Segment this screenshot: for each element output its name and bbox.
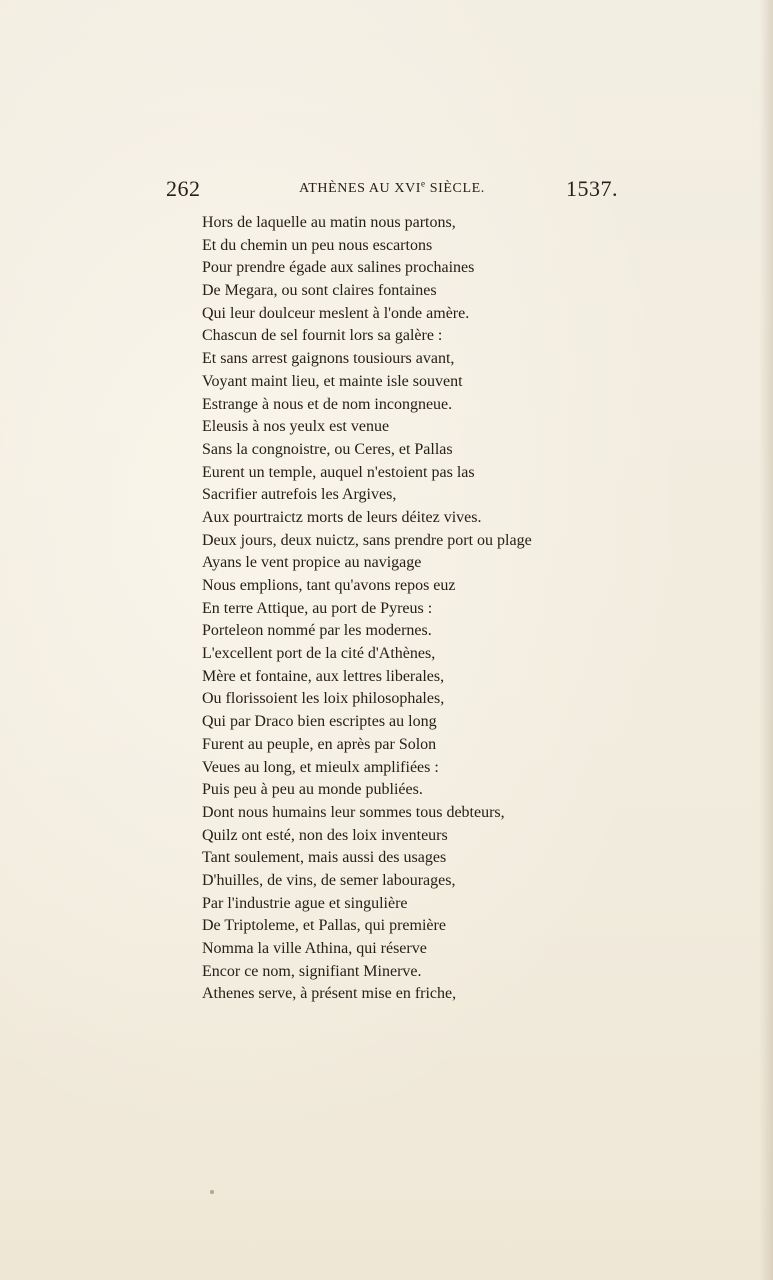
ink-speck	[210, 1190, 214, 1194]
verse-line: Puis peu à peu au monde publiées.	[202, 781, 423, 799]
verse-line: En terre Attique, au port de Pyreus :	[202, 599, 433, 617]
verse-line: Qui leur doulceur meslent à l'onde amère.	[202, 304, 470, 322]
verse-line: Chascun de sel fournit lors sa galère :	[202, 327, 443, 345]
verse-line: Veues au long, et mieulx amplifiées :	[202, 758, 439, 776]
running-title-suffix: SIÈCLE.	[425, 181, 485, 196]
verse-line: Ayans le vent propice au navigage	[202, 554, 422, 572]
verse-line: Nomma la ville Athina, qui réserve	[202, 940, 427, 957]
verse-line: L'excellent port de la cité d'Athènes,	[202, 645, 436, 663]
page-number: 262	[166, 176, 201, 201]
verse-line: Sacrifier autrefois les Argives,	[202, 486, 397, 504]
running-title-main: ATHÈNES AU XVI	[299, 181, 422, 196]
verse-line: Estrange à nous et de nom incongneue.	[202, 395, 453, 413]
verse-line: De Megara, ou sont claires fontaines	[202, 282, 437, 300]
verse-line: Hors de laquelle au matin nous partons,	[202, 214, 456, 231]
page-edge-shadow	[759, 0, 773, 1280]
verse-line: De Triptoleme, et Pallas, qui première	[202, 917, 446, 935]
verse-line: Voyant maint lieu, et mainte isle souvent	[202, 372, 463, 390]
verse-line: Nous emplions, tant qu'avons repos euz	[202, 577, 456, 594]
running-title	[166, 178, 618, 197]
verse-line: Qui par Draco bien escriptes au long	[202, 713, 437, 731]
verse-line: Et du chemin un peu nous escartons	[202, 236, 433, 254]
verse-line: Encor ce nom, signifiant Minerve.	[202, 962, 422, 980]
verse-line: Sans la congnoistre, ou Ceres, et Pallas	[202, 440, 453, 458]
verse-line: Porteleon nommé par les modernes.	[202, 622, 432, 640]
verse-line: Mère et fontaine, aux lettres liberales,	[202, 667, 445, 685]
verse-line: Ou florissoient les loix philosophales,	[202, 690, 445, 708]
verse-line: D'huilles, de vins, de semer labourages,	[202, 871, 456, 889]
verse-line: Aux pourtraictz morts de leurs déitez vives.	[202, 508, 482, 526]
verse-line: Deux jours, deux nuictz, sans prendre port ou plage	[202, 531, 532, 549]
verse-line: Eurent un temple, auquel n'estoient pas las	[202, 463, 475, 481]
century-superscript: e	[421, 178, 426, 189]
verse-line: Dont nous humains leur sommes tous debteurs,	[202, 803, 505, 821]
verse-line: Athenes serve, à présent mise en friche,	[202, 985, 457, 1003]
verse-line: Et sans arrest gaignons tousiours avant,	[202, 350, 455, 368]
verse-line: Quilz ont esté, non des loix inventeurs	[202, 826, 448, 844]
verse-line: Furent au peuple, en après par Solon	[202, 735, 437, 753]
verse-line: Tant soulement, mais aussi des usages	[202, 849, 447, 867]
verse-line: Pour prendre égade aux salines prochaines	[202, 259, 475, 277]
poem-body	[202, 212, 602, 1006]
running-header	[166, 176, 618, 206]
verse-line: Eleusis à nos yeulx est venue	[202, 418, 390, 436]
verse-line: Par l'industrie ague et singulière	[202, 894, 408, 912]
year-marker: 1537.	[566, 176, 618, 201]
